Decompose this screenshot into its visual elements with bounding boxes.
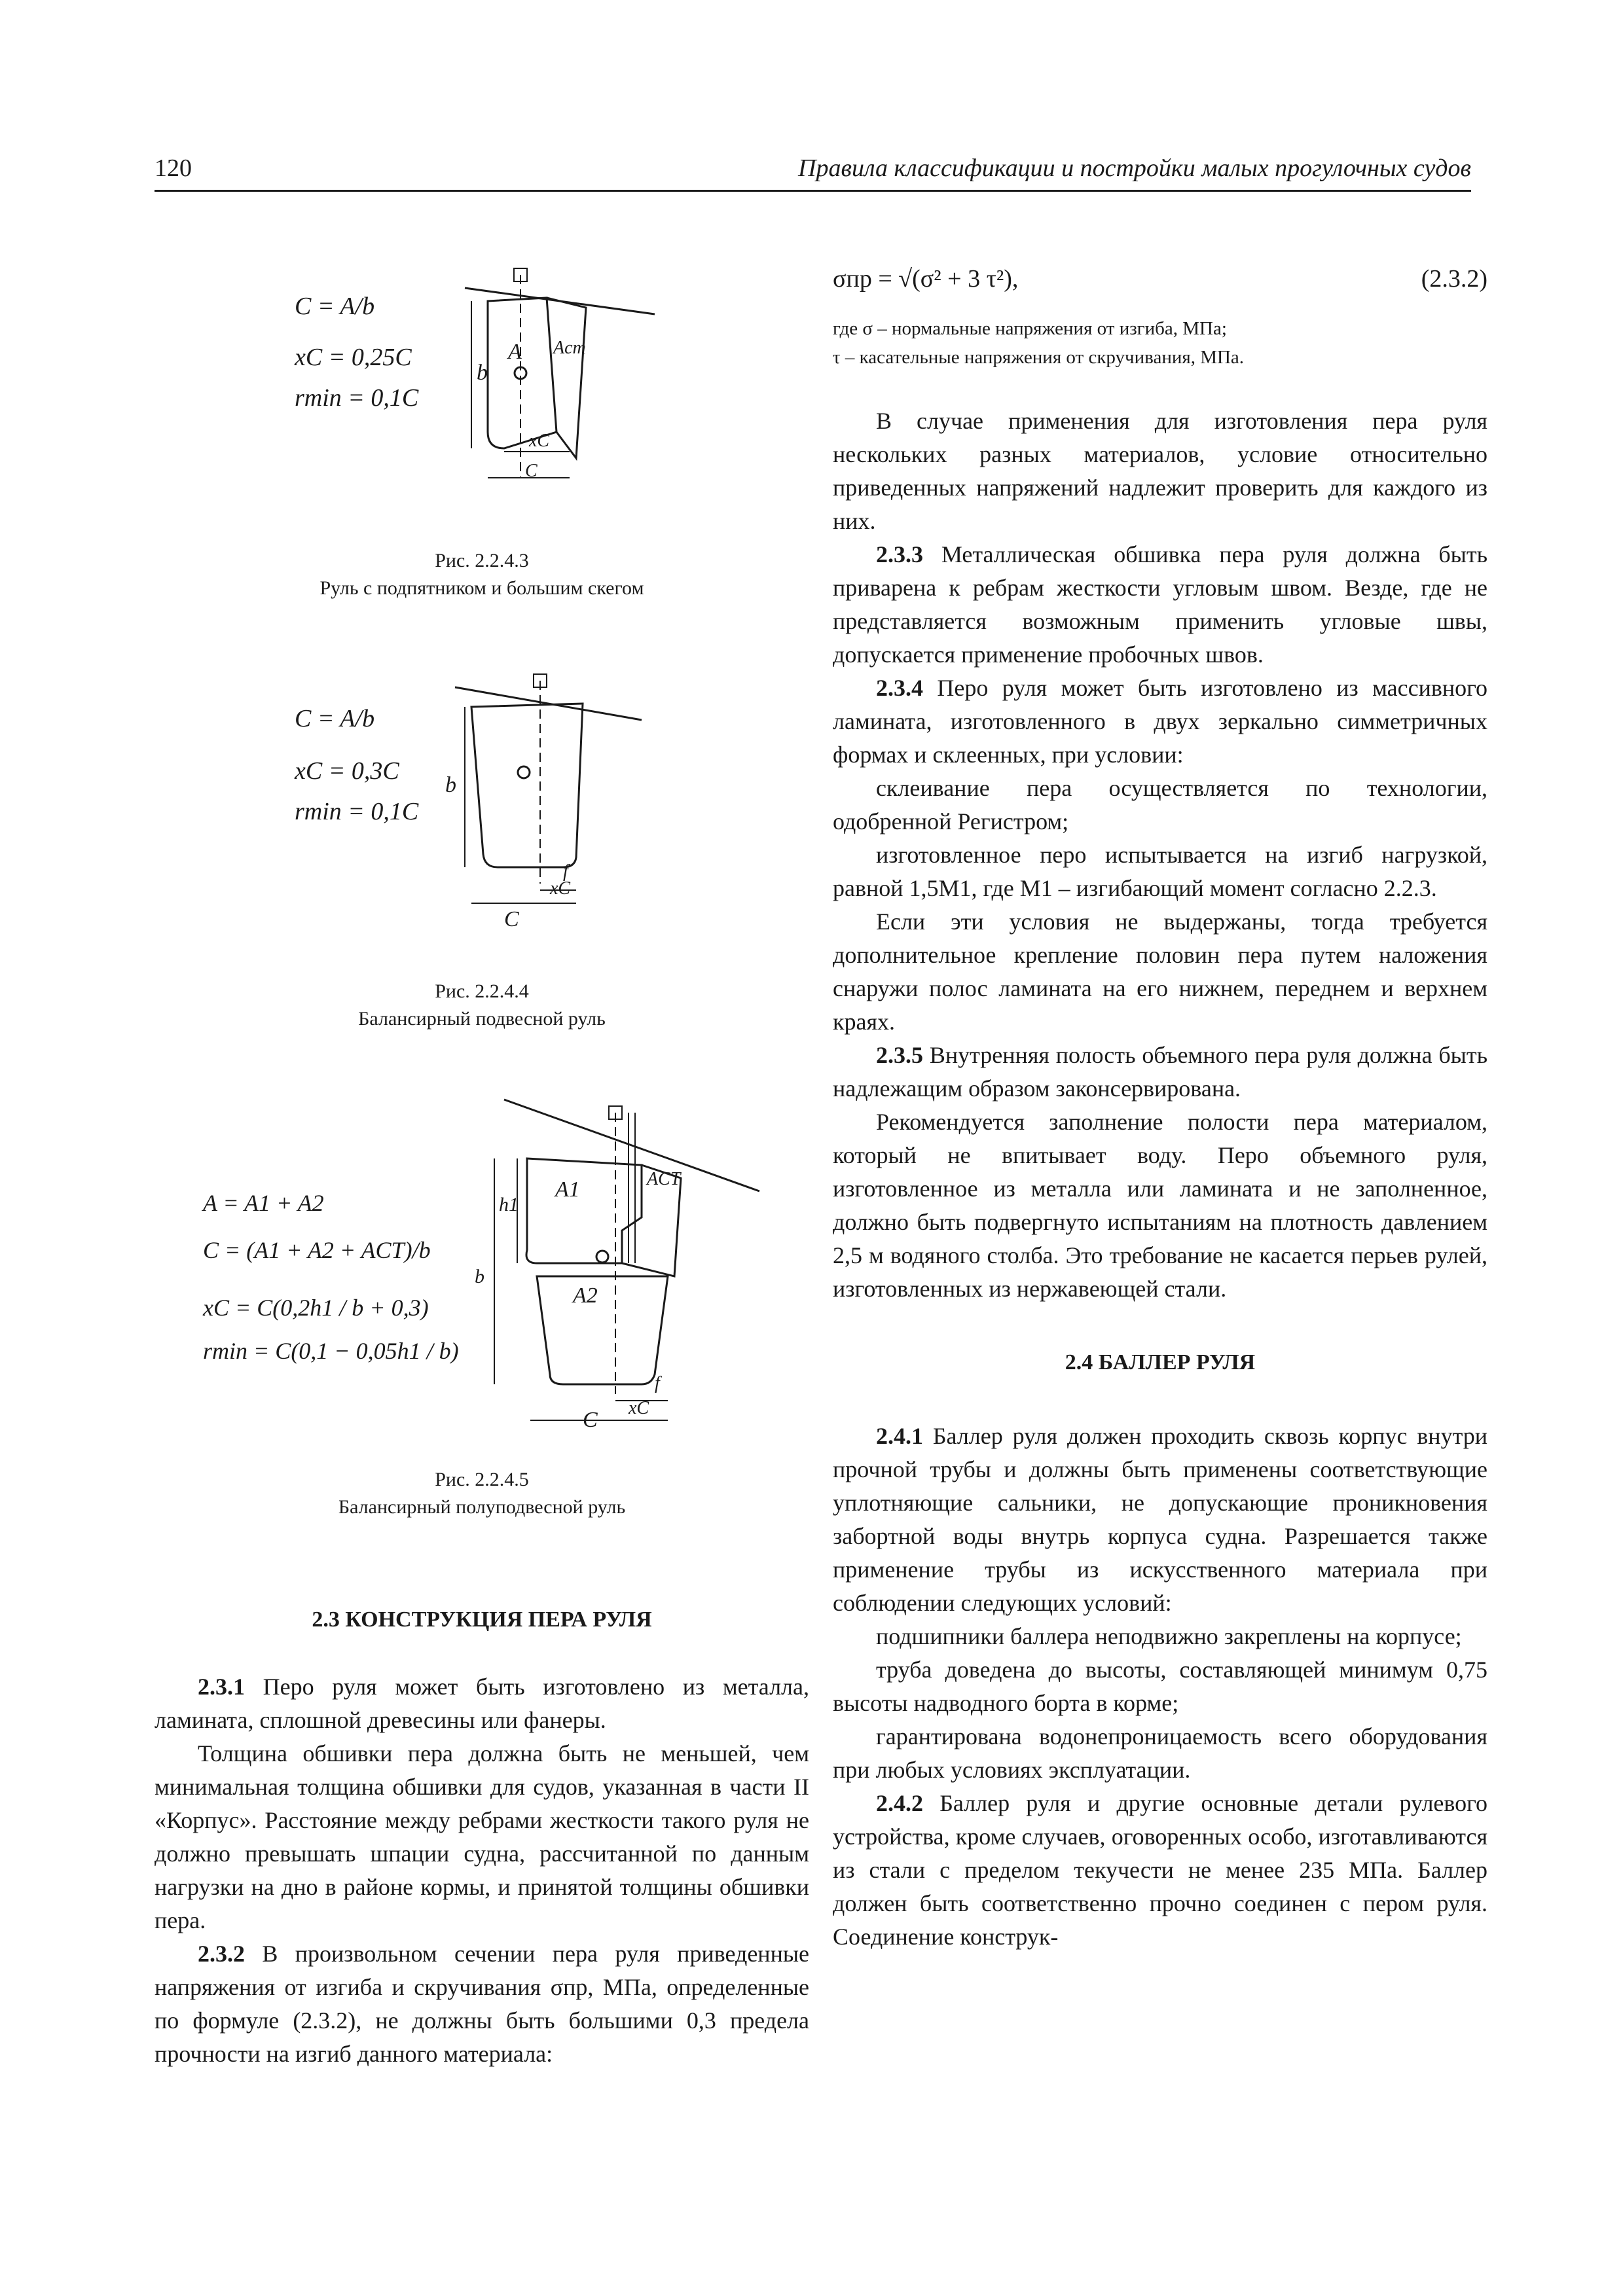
paragraph-text: Внутренняя полость объемного пера руля должна быть надлежащим образом законсервирована. xyxy=(833,1042,1488,1102)
paragraph-text: Баллер руля должен проходить сквозь корпус внутри прочной трубы и должны быть применены соответствующие уплотняющие сальники, не допускающие проникновения забортной воды внутрь корпуса судна. Разрешается также применение трубы из искусственного материала при соблюдении следующих условий: xyxy=(833,1423,1488,1616)
paragraph-text: Толщина обшивки пера должна быть не меньшей, чем минимальная толщина обшивки для судов, указанная в части II «Корпус». Расстояние между ребрами жесткости такого руля не должно превышать шпации судна, рассчитанной по данным нагрузки на дно в районе кормы, и принятой толщины обшивки пера. xyxy=(155,1740,809,1933)
fig1-formula-rmin: rmin = 0,1C xyxy=(295,384,419,412)
section-heading-2-3: 2.3 КОНСТРУКЦИЯ ПЕРА РУЛЯ xyxy=(312,1607,652,1632)
paragraph-text: Металлическая обшивка пера руля должна быть приварена к ребрам жесткости угловым швом. Везде, где не представляется возможным применить угловые швы, допускается применение пробочных швов. xyxy=(833,541,1488,668)
formula-2-3-2 xyxy=(833,262,1487,296)
page-number: 120 xyxy=(155,154,192,182)
right-column-text xyxy=(833,262,1487,1954)
paragraph-2-3-1 xyxy=(155,1670,809,1737)
figure-2-2-4-5 xyxy=(196,1086,786,1440)
paragraph-text: В случае применения для изготовления пера руля нескольких разных материалов, условие относительно приведенных напряжений надлежит проверить для каждого из них. xyxy=(833,408,1487,534)
fig3-label-h1: h1 xyxy=(499,1194,519,1215)
paragraph-text: Баллер руля и другие основные детали рулевого устройства, кроме случаев, оговоренных особо, изготавливаются из стали с пределом текучести не менее 235 МПа. Баллер должен быть соответственно прочно соединен с пером руля. Соединение конструк- xyxy=(833,1790,1488,1950)
clause-number: 2.4.1 xyxy=(876,1423,923,1449)
formula-legend-tau: τ – касательные напряжения от скручивания, МПа. xyxy=(833,347,1245,368)
figure-2-2-4-4 xyxy=(288,668,668,942)
fig3-label-a2: A2 xyxy=(573,1283,598,1308)
clause-number: 2.3.1 xyxy=(198,1674,245,1700)
section-heading-2-4: 2.4 БАЛЛЕР РУЛЯ xyxy=(1065,1350,1256,1374)
fig3-formula-rmin: rmin = C(0,1 − 0,05h1 / b) xyxy=(203,1338,459,1364)
paragraph-text: Если эти условия не выдержаны, тогда требуется дополнительное крепление половин пера путем наложения снаружи полос ламината на его нижнем, переднем и верхнем краях. xyxy=(833,908,1487,1035)
fig3-formula-c: C = (A1 + A2 + ACT)/b xyxy=(203,1237,431,1263)
formula-number: (2.3.2) xyxy=(1421,265,1487,293)
clause-number: 2.3.2 xyxy=(198,1941,245,1967)
figure-title: Балансирный подвесной руль xyxy=(358,1008,606,1030)
paragraph-text: Перо руля может быть изготовлено из массивного ламината, изготовленного в двух зеркально симметричных формах и склеенных, при условии: xyxy=(833,675,1487,768)
figure-number: Рис. 2.2.4.3 xyxy=(435,550,529,571)
fig2-formula-c: C = A/b xyxy=(295,705,375,732)
clause-number: 2.3.4 xyxy=(876,675,923,701)
paragraph-text: труба доведена до высоты, составляющей минимум 0,75 высоты надводного борта в корме; xyxy=(833,1657,1487,1716)
running-title: Правила классификации и постройки малых прогулочных судов xyxy=(798,154,1471,182)
fig2-label-b: b xyxy=(445,773,456,797)
fig3-label-c: C xyxy=(583,1408,598,1432)
formula-expression: σпр = √(σ² + 3 τ²), xyxy=(833,265,1019,293)
figure-2-2-4-3 xyxy=(288,262,668,511)
paragraph-2-4-1 xyxy=(833,1420,1487,1620)
fig3-label-b: b xyxy=(475,1266,484,1287)
figure-number: Рис. 2.2.4.4 xyxy=(435,980,529,1002)
fig1-formula-c: C = A/b xyxy=(295,293,375,320)
paragraph-text: Рекомендуется заполнение полости пера материалом, который не впитывает воду. Перо объемного руля, изготовленное из металла или ламината и не заполненное, должно быть подвергнуто испытаниям на плотность давлением 2,5 м водяного столба. Это требование не касается перьев рулей, изготовленных из нержавеющей стали. xyxy=(833,1109,1487,1302)
fig2-formula-rmin: rmin = 0,1C xyxy=(295,798,419,825)
fig1-formula-xc: xC = 0,25C xyxy=(295,344,412,371)
figure-title: Руль с подпятником и большим скегом xyxy=(319,577,644,599)
figure-caption-2-2-4-5 xyxy=(155,1466,809,1521)
fig1-label-a: A xyxy=(508,340,522,364)
fig3-formula-xc: xC = C(0,2h1 / b + 0,3) xyxy=(203,1295,429,1321)
paragraph-text: Перо руля может быть изготовлено из металла, ламината, сплошной древесины или фанеры. xyxy=(155,1674,810,1733)
figure-number: Рис. 2.2.4.5 xyxy=(435,1469,529,1490)
fig1-label-c: C xyxy=(525,461,538,481)
paragraph-2-4-2 xyxy=(833,1787,1487,1954)
paragraph-2-3-5 xyxy=(833,1039,1487,1105)
paragraph-2-3-2 xyxy=(155,1937,809,2071)
paragraph-text: изготовленное перо испытывается на изгиб нагрузкой, равной 1,5M1, где M1 – изгибающий момент согласно 2.2.3. xyxy=(833,842,1487,901)
paragraph-text: подшипники баллера неподвижно закреплены на корпусе; xyxy=(876,1623,1462,1649)
fig3-label-act: ACT xyxy=(647,1169,681,1189)
fig3-label-a1: A1 xyxy=(555,1177,580,1202)
fig1-label-b: b xyxy=(477,361,488,385)
clause-number: 2.3.3 xyxy=(876,541,923,567)
left-column-text xyxy=(155,1604,809,2071)
figure-caption-2-2-4-3 xyxy=(155,547,809,602)
fig2-formula-xc: xC = 0,3C xyxy=(295,757,399,785)
paragraph-text: В произвольном сечении пера руля приведенные напряжения от изгиба и скручивания σпр, МПа, определенные по формуле (2.3.2), не должны быть большими 0,3 предела прочности на изгиб данного материала: xyxy=(155,1941,810,2067)
fig2-label-f: f xyxy=(563,861,568,882)
fig1-label-xc: xC xyxy=(529,431,550,451)
fig2-label-xc: xC xyxy=(550,878,571,899)
paragraph-2-3-3 xyxy=(833,538,1487,672)
fig2-label-c: C xyxy=(504,907,519,931)
fig3-formula-a: A = A1 + A2 xyxy=(203,1190,324,1216)
fig1-label-ast: Aст xyxy=(553,338,586,358)
figure-caption-2-2-4-4 xyxy=(155,978,809,1033)
header-rule xyxy=(155,190,1471,192)
fig3-label-f: f xyxy=(655,1373,660,1393)
formula-legend-sigma: где σ – нормальные напряжения от изгиба, МПа; xyxy=(833,318,1227,339)
figure-title: Балансирный полуподвесной руль xyxy=(338,1496,626,1518)
paragraph-text: склеивание пера осуществляется по технологии, одобренной Регистром; xyxy=(833,775,1487,834)
clause-number: 2.3.5 xyxy=(876,1042,923,1068)
clause-number: 2.4.2 xyxy=(876,1790,923,1816)
fig3-label-xc: xC xyxy=(629,1398,649,1418)
paragraph-2-3-4 xyxy=(833,672,1487,772)
paragraph-text: гарантирована водонепроницаемость всего оборудования при любых условиях эксплуатации. xyxy=(833,1723,1487,1783)
